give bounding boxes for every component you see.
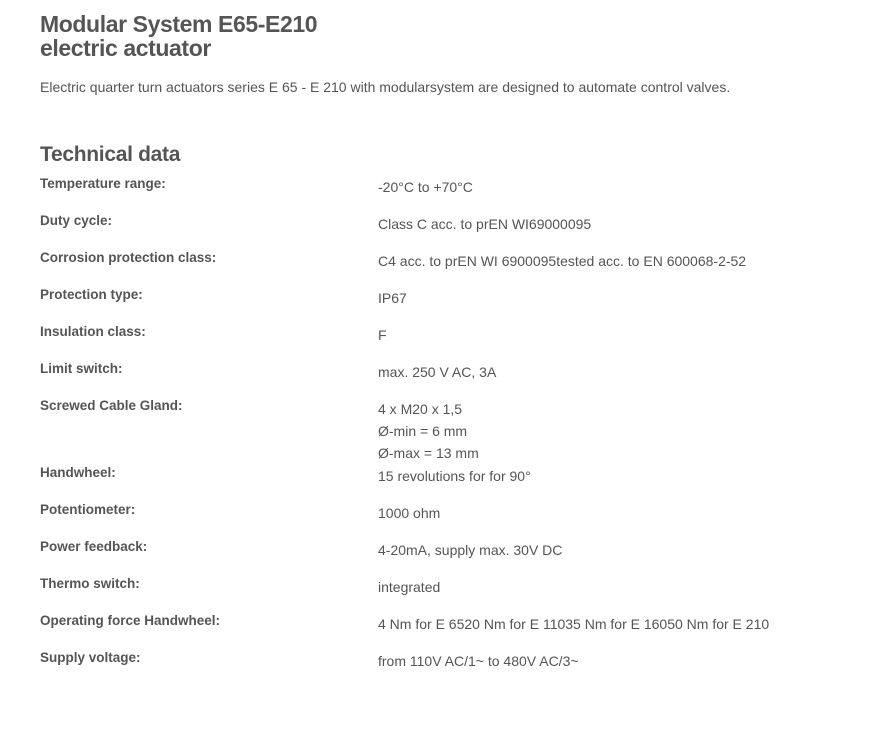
spec-label: Operating force Handwheel: (40, 613, 221, 628)
spec-value: 15 revolutions for for 90° (378, 468, 531, 484)
spec-row-corrosion-protection (40, 249, 840, 286)
spec-value-line: 4 x M20 x 1,5 (378, 401, 463, 417)
spec-row-temperature-range (40, 175, 840, 212)
spec-row-potentiometer (40, 501, 840, 538)
spec-value: 4-20mA, supply max. 30V DC (378, 542, 563, 558)
spec-label: Protection type: (40, 287, 143, 302)
spec-value: -20°C to +70°C (378, 179, 473, 195)
spec-label: Potentiometer: (40, 502, 136, 517)
spec-row-cable-gland (40, 397, 840, 464)
spec-row-power-feedback (40, 538, 840, 575)
spec-label: Temperature range: (40, 176, 166, 191)
page-title (40, 12, 840, 60)
spec-value: max. 250 V AC, 3A (378, 364, 497, 380)
spec-row-operating-force-handwheel (40, 612, 840, 649)
spec-label: Supply voltage: (40, 650, 141, 665)
spec-label: Screwed Cable Gland: (40, 398, 183, 413)
spec-value: F (378, 327, 387, 343)
intro-text: Electric quarter turn actuators series E 65 - E 210 with modularsystem are designed to automate control valves. (40, 79, 731, 95)
spec-row-duty-cycle (40, 212, 840, 249)
technical-data-table (40, 175, 840, 686)
spec-value: 4 Nm for E 6520 Nm for E 11035 Nm for E 16050 Nm for E 210 (378, 616, 770, 632)
spec-row-limit-switch (40, 360, 840, 397)
spec-label: Corrosion protection class: (40, 250, 217, 265)
technical-data-title: Technical data (40, 143, 181, 166)
spec-row-insulation-class (40, 323, 840, 360)
spec-label: Power feedback: (40, 539, 148, 554)
spec-row-thermo-switch (40, 575, 840, 612)
spec-value (378, 398, 479, 464)
product-section (40, 12, 840, 686)
spec-value-line: Ø-min = 6 mm (378, 423, 468, 439)
spec-value-line: Ø-max = 13 mm (378, 445, 479, 461)
spec-row-handwheel (40, 464, 840, 501)
spec-label: Thermo switch: (40, 576, 140, 591)
spec-row-protection-type (40, 286, 840, 323)
page-title-line-1: Modular System E65-E210 (40, 11, 318, 37)
spec-value: Class C acc. to prEN WI69000095 (378, 216, 592, 232)
spec-label: Insulation class: (40, 324, 146, 339)
spec-value: C4 acc. to prEN WI 6900095tested acc. to EN 600068-2-52 (378, 253, 747, 269)
spec-value: 1000 ohm (378, 505, 441, 521)
spec-row-supply-voltage (40, 649, 840, 686)
spec-value: IP67 (378, 290, 407, 306)
spec-label: Duty cycle: (40, 213, 113, 228)
spec-value: integrated (378, 579, 441, 595)
spec-label: Handwheel: (40, 465, 116, 480)
spec-label: Limit switch: (40, 361, 123, 376)
page-title-line-2: electric actuator (40, 35, 211, 61)
spec-value: from 110V AC/1~ to 480V AC/3~ (378, 653, 579, 669)
